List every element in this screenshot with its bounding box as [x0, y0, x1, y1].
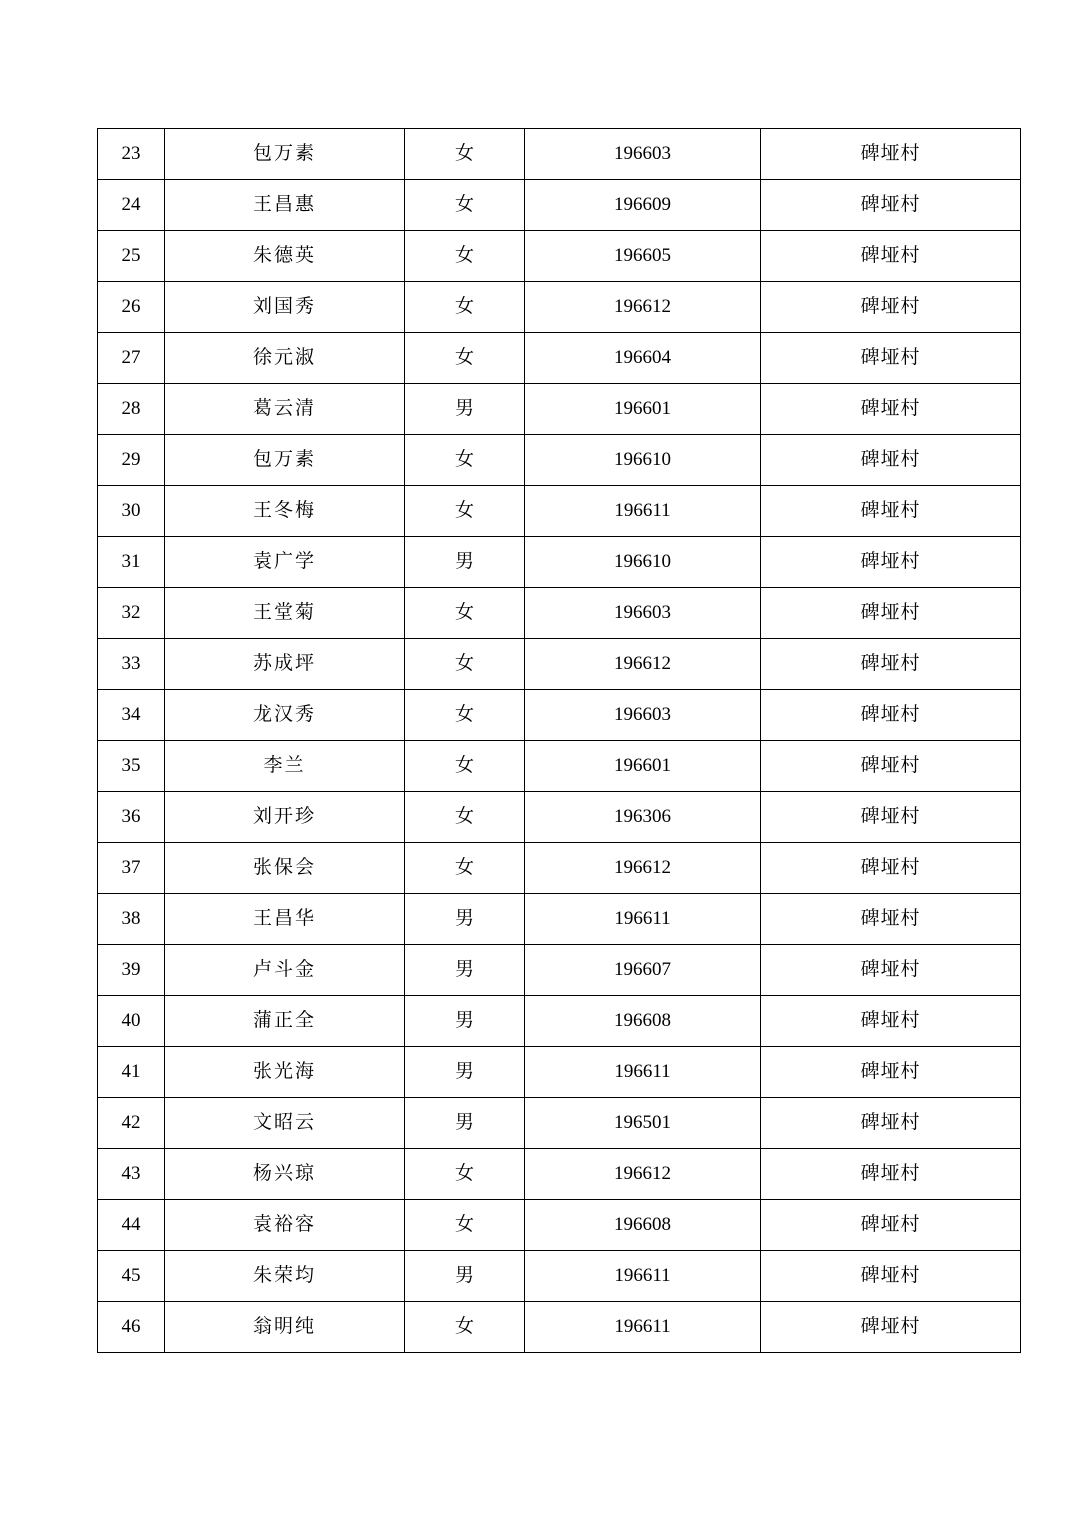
table-row — [98, 384, 1021, 435]
cell-index: 42 — [98, 1098, 165, 1149]
cell-sex: 女 — [405, 843, 525, 894]
cell-index: 31 — [98, 537, 165, 588]
cell-sex: 男 — [405, 996, 525, 1047]
table-row — [98, 843, 1021, 894]
cell-name: 卢斗金 — [165, 945, 405, 996]
cell-index: 41 — [98, 1047, 165, 1098]
cell-id: 196306 — [525, 792, 761, 843]
table-row — [98, 741, 1021, 792]
cell-village: 碑垭村 — [761, 639, 1021, 690]
cell-id: 196611 — [525, 894, 761, 945]
cell-sex: 女 — [405, 1302, 525, 1353]
table-row — [98, 894, 1021, 945]
table-row — [98, 1149, 1021, 1200]
cell-id: 196612 — [525, 639, 761, 690]
cell-village: 碑垭村 — [761, 588, 1021, 639]
cell-id: 196605 — [525, 231, 761, 282]
cell-village: 碑垭村 — [761, 1047, 1021, 1098]
cell-village: 碑垭村 — [761, 384, 1021, 435]
cell-village: 碑垭村 — [761, 129, 1021, 180]
cell-id: 196612 — [525, 282, 761, 333]
table-row — [98, 945, 1021, 996]
table-row — [98, 537, 1021, 588]
cell-name: 杨兴琼 — [165, 1149, 405, 1200]
cell-id: 196610 — [525, 537, 761, 588]
table-row — [98, 486, 1021, 537]
cell-name: 文昭云 — [165, 1098, 405, 1149]
table-row — [98, 435, 1021, 486]
table-row — [98, 1047, 1021, 1098]
cell-sex: 女 — [405, 333, 525, 384]
cell-village: 碑垭村 — [761, 537, 1021, 588]
cell-index: 45 — [98, 1251, 165, 1302]
cell-index: 39 — [98, 945, 165, 996]
cell-name: 王昌惠 — [165, 180, 405, 231]
cell-village: 碑垭村 — [761, 486, 1021, 537]
cell-id: 196610 — [525, 435, 761, 486]
cell-name: 苏成坪 — [165, 639, 405, 690]
cell-id: 196612 — [525, 843, 761, 894]
cell-sex: 女 — [405, 1200, 525, 1251]
cell-sex: 女 — [405, 741, 525, 792]
cell-index: 43 — [98, 1149, 165, 1200]
cell-index: 37 — [98, 843, 165, 894]
roster-table-container — [97, 128, 977, 1353]
table-row — [98, 792, 1021, 843]
cell-name: 蒲正全 — [165, 996, 405, 1047]
cell-sex: 女 — [405, 639, 525, 690]
cell-index: 34 — [98, 690, 165, 741]
cell-name: 袁广学 — [165, 537, 405, 588]
cell-sex: 女 — [405, 690, 525, 741]
cell-sex: 男 — [405, 1098, 525, 1149]
cell-name: 王堂菊 — [165, 588, 405, 639]
cell-name: 包万素 — [165, 435, 405, 486]
cell-sex: 女 — [405, 1149, 525, 1200]
cell-village: 碑垭村 — [761, 282, 1021, 333]
cell-village: 碑垭村 — [761, 435, 1021, 486]
cell-name: 翁明纯 — [165, 1302, 405, 1353]
cell-index: 38 — [98, 894, 165, 945]
cell-index: 33 — [98, 639, 165, 690]
cell-name: 龙汉秀 — [165, 690, 405, 741]
cell-id: 196603 — [525, 129, 761, 180]
cell-village: 碑垭村 — [761, 843, 1021, 894]
table-row — [98, 129, 1021, 180]
table-row — [98, 1251, 1021, 1302]
cell-id: 196603 — [525, 588, 761, 639]
cell-name: 李兰 — [165, 741, 405, 792]
cell-name: 徐元淑 — [165, 333, 405, 384]
table-row — [98, 639, 1021, 690]
cell-sex: 男 — [405, 384, 525, 435]
cell-sex: 男 — [405, 1251, 525, 1302]
cell-name: 朱荣均 — [165, 1251, 405, 1302]
cell-village: 碑垭村 — [761, 231, 1021, 282]
cell-index: 23 — [98, 129, 165, 180]
cell-index: 40 — [98, 996, 165, 1047]
cell-village: 碑垭村 — [761, 1098, 1021, 1149]
roster-table-body — [98, 129, 1021, 1353]
cell-sex: 男 — [405, 537, 525, 588]
cell-sex: 女 — [405, 792, 525, 843]
table-row — [98, 996, 1021, 1047]
cell-name: 张保会 — [165, 843, 405, 894]
table-row — [98, 588, 1021, 639]
cell-village: 碑垭村 — [761, 945, 1021, 996]
table-row — [98, 690, 1021, 741]
cell-sex: 女 — [405, 282, 525, 333]
cell-sex: 女 — [405, 129, 525, 180]
cell-village: 碑垭村 — [761, 741, 1021, 792]
cell-name: 张光海 — [165, 1047, 405, 1098]
cell-id: 196501 — [525, 1098, 761, 1149]
cell-village: 碑垭村 — [761, 996, 1021, 1047]
cell-name: 王昌华 — [165, 894, 405, 945]
cell-index: 25 — [98, 231, 165, 282]
cell-village: 碑垭村 — [761, 333, 1021, 384]
table-row — [98, 231, 1021, 282]
cell-name: 刘国秀 — [165, 282, 405, 333]
cell-index: 44 — [98, 1200, 165, 1251]
cell-id: 196612 — [525, 1149, 761, 1200]
cell-index: 26 — [98, 282, 165, 333]
cell-index: 27 — [98, 333, 165, 384]
cell-index: 46 — [98, 1302, 165, 1353]
cell-sex: 男 — [405, 945, 525, 996]
cell-name: 包万素 — [165, 129, 405, 180]
cell-id: 196607 — [525, 945, 761, 996]
cell-name: 朱德英 — [165, 231, 405, 282]
cell-sex: 男 — [405, 1047, 525, 1098]
cell-name: 葛云清 — [165, 384, 405, 435]
cell-sex: 男 — [405, 894, 525, 945]
cell-id: 196601 — [525, 384, 761, 435]
cell-village: 碑垭村 — [761, 894, 1021, 945]
cell-village: 碑垭村 — [761, 1149, 1021, 1200]
cell-name: 刘开珍 — [165, 792, 405, 843]
cell-index: 36 — [98, 792, 165, 843]
cell-name: 王冬梅 — [165, 486, 405, 537]
cell-index: 29 — [98, 435, 165, 486]
cell-id: 196603 — [525, 690, 761, 741]
cell-id: 196609 — [525, 180, 761, 231]
roster-table — [97, 128, 1021, 1353]
cell-id: 196601 — [525, 741, 761, 792]
cell-name: 袁裕容 — [165, 1200, 405, 1251]
cell-id: 196611 — [525, 1047, 761, 1098]
cell-village: 碑垭村 — [761, 1251, 1021, 1302]
table-row — [98, 1302, 1021, 1353]
cell-id: 196611 — [525, 1302, 761, 1353]
cell-sex: 女 — [405, 435, 525, 486]
table-row — [98, 1200, 1021, 1251]
table-row — [98, 333, 1021, 384]
cell-sex: 女 — [405, 231, 525, 282]
cell-id: 196608 — [525, 996, 761, 1047]
cell-village: 碑垭村 — [761, 690, 1021, 741]
cell-id: 196611 — [525, 486, 761, 537]
cell-sex: 女 — [405, 180, 525, 231]
cell-index: 24 — [98, 180, 165, 231]
table-row — [98, 1098, 1021, 1149]
cell-village: 碑垭村 — [761, 1200, 1021, 1251]
cell-village: 碑垭村 — [761, 792, 1021, 843]
cell-village: 碑垭村 — [761, 180, 1021, 231]
cell-index: 35 — [98, 741, 165, 792]
cell-id: 196611 — [525, 1251, 761, 1302]
cell-index: 32 — [98, 588, 165, 639]
cell-index: 30 — [98, 486, 165, 537]
table-row — [98, 180, 1021, 231]
cell-sex: 女 — [405, 588, 525, 639]
cell-id: 196604 — [525, 333, 761, 384]
cell-index: 28 — [98, 384, 165, 435]
table-row — [98, 282, 1021, 333]
cell-id: 196608 — [525, 1200, 761, 1251]
cell-sex: 女 — [405, 486, 525, 537]
cell-village: 碑垭村 — [761, 1302, 1021, 1353]
